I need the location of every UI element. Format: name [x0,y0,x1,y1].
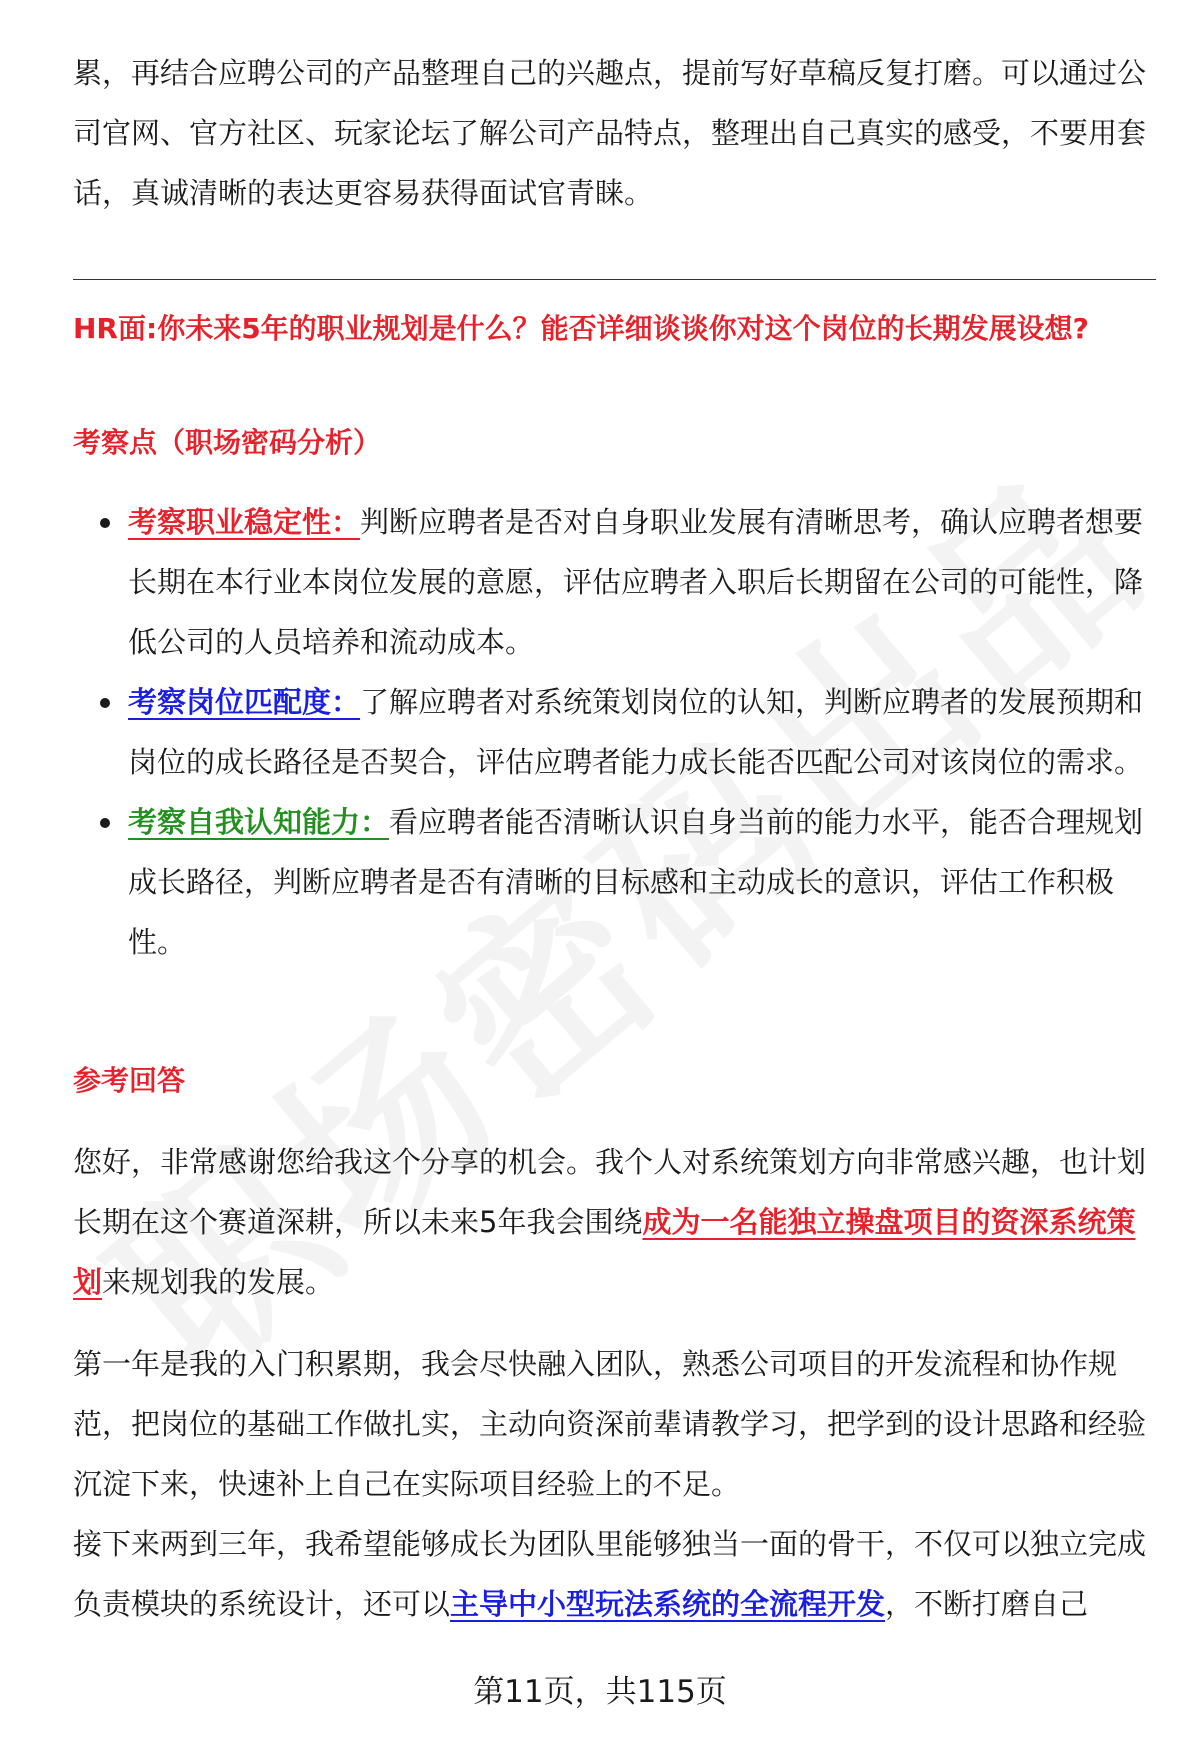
assessment-text: 判断应聘者是否对自身职业发展有清晰思考，确认应聘者想要长期在本行业本岗位发展的意愿，评估应聘者入职后长期留在公司的可能性，降低公司的人员培养和流动成本。 [128,505,1144,659]
answer-paragraph-1 [73,1132,1153,1312]
answer-text: ，不断打磨自己 [885,1587,1089,1621]
answer-highlight: 成为一名能独立操盘项目的资深系统策划 [73,1205,1136,1299]
assessment-list [73,492,1153,972]
assessment-item-self-awareness [73,792,1153,972]
answer-title: 参考回答 [73,1064,186,1097]
assessment-keyword: 考察职业稳定性： [128,505,361,539]
answer-highlight: 主导中小型玩法系统的全流程开发 [450,1587,886,1621]
page-number: 第11页，共115页 [473,1674,727,1710]
answer-text: 您好，非常感谢您给我这个分享的机会。我个人对系统策划方向非常感兴趣，也计划长期在这个赛道深耕，所以未来5年我会围绕 [73,1145,1147,1239]
intro-paragraph: 累，再结合应聘公司的产品整理自己的兴趣点，提前写好草稿反复打磨。可以通过公司官网、官方社区、玩家论坛了解公司产品特点，整理出自己真实的感受，不要用套话，真诚清晰的表达更容易获得面试官青睐。 [73,56,1147,210]
bullet-dot-icon [100,518,110,528]
assessment-item-stability [73,492,1153,672]
assessment-keyword: 考察自我认知能力： [128,805,390,839]
assessment-title: 考察点（职场密码分析） [73,426,382,459]
answer-paragraph-2: 第一年是我的入门积累期，我会尽快融入团队，熟悉公司项目的开发流程和协作规范，把岗位的基础工作做扎实，主动向资深前辈请教学习，把学到的设计思路和经验沉淀下来，快速补上自己在实际项目经验上的不足。 [73,1347,1147,1501]
assessment-text: 看应聘者能否清晰认识自身当前的能力水平，能否合理规划成长路径，判断应聘者是否有清晰的目标感和主动成长的意识，评估工作积极性。 [128,805,1144,959]
assessment-keyword: 考察岗位匹配度： [128,685,361,719]
section-divider [73,279,1156,280]
assessment-text: 了解应聘者对系统策划岗位的认知，判断应聘者的发展预期和岗位的成长路径是否契合，评估应聘者能力成长能否匹配公司对该岗位的需求。 [128,685,1144,779]
answer-paragraph-3 [73,1514,1153,1634]
answer-text: 来规划我的发展。 [102,1265,335,1299]
bullet-dot-icon [100,698,110,708]
bullet-dot-icon [100,818,110,828]
interview-question: HR面:你未来5年的职业规划是什么？能否详细谈谈你对这个岗位的长期发展设想? [73,312,1089,345]
assessment-item-fit [73,672,1153,792]
answer-text: 接下来两到三年，我希望能够成长为团队里能够独当一面的骨干，不仅可以独立完成负责模块的系统设计，还可以 [73,1527,1147,1621]
